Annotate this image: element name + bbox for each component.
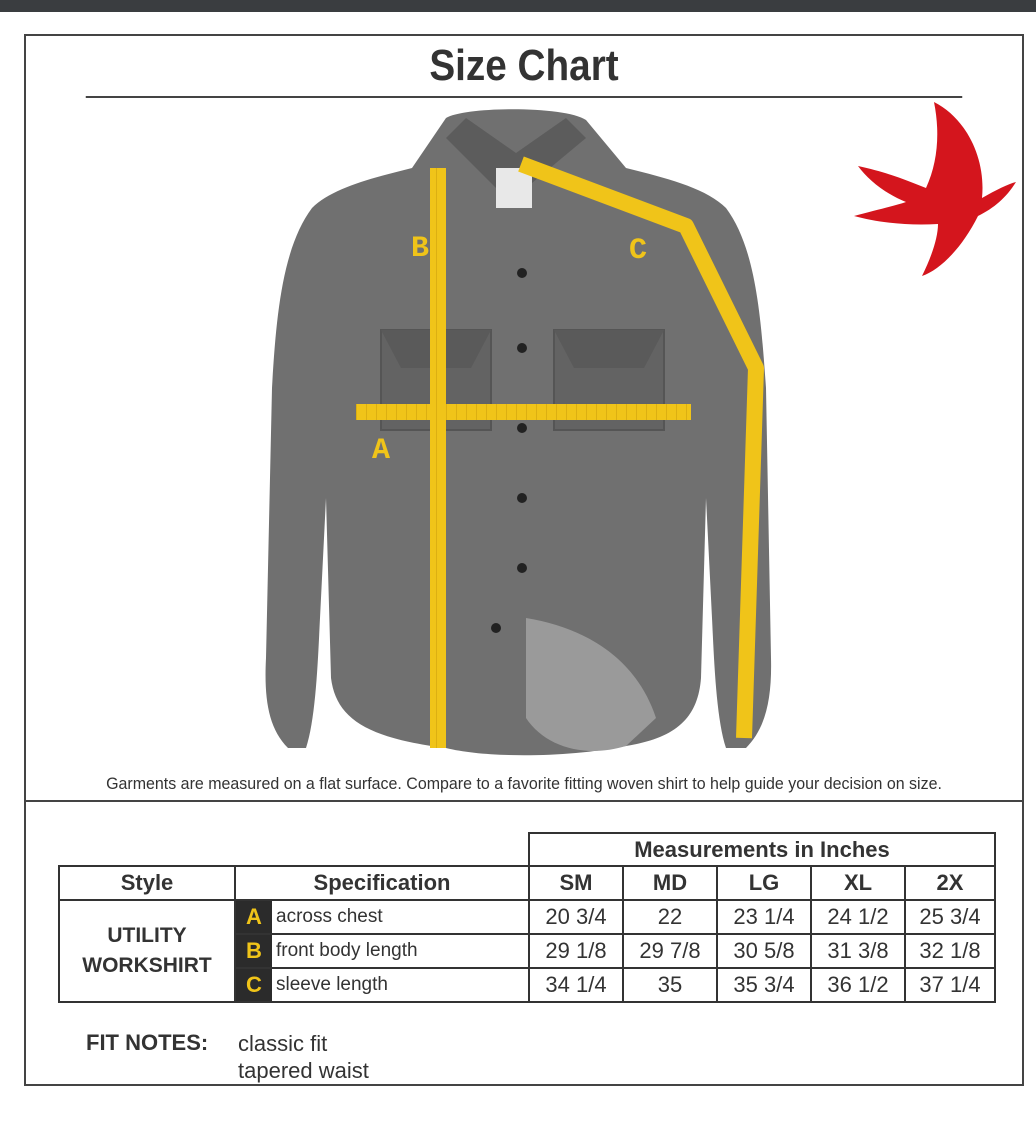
col-style: Style xyxy=(59,866,235,900)
tape-a xyxy=(356,404,691,420)
value-cell: 24 1/2 xyxy=(811,900,905,934)
col-spec: Specification xyxy=(235,866,529,900)
label-b: B xyxy=(411,232,430,266)
spec-cell: C sleeve length xyxy=(235,968,529,1002)
size-table xyxy=(58,832,996,1003)
value-cell: 35 3/4 xyxy=(717,968,811,1002)
value-cell: 32 1/8 xyxy=(905,934,995,968)
bird-logo-icon xyxy=(854,102,1016,276)
shirt-diagram xyxy=(26,98,1022,798)
value-cell: 25 3/4 xyxy=(905,900,995,934)
value-cell: 35 xyxy=(623,968,717,1002)
col-size-lg: LG xyxy=(717,866,811,900)
tape-b xyxy=(430,168,446,748)
col-size-xl: XL xyxy=(811,866,905,900)
label-a: A xyxy=(372,434,391,468)
spec-letter: B xyxy=(236,935,272,967)
value-cell: 37 1/4 xyxy=(905,968,995,1002)
spec-cell: B front body length xyxy=(235,934,529,968)
diagram-area xyxy=(26,98,1022,798)
fit-note-item: tapered waist xyxy=(238,1058,369,1083)
page-title: Size Chart xyxy=(86,36,962,98)
spec-letter: C xyxy=(236,969,272,1001)
value-cell: 36 1/2 xyxy=(811,968,905,1002)
value-cell: 20 3/4 xyxy=(529,900,623,934)
caption: Garments are measured on a flat surface. Compare to a favorite fitting woven shirt to help guide your decision on size. xyxy=(106,774,942,793)
fit-notes-label: FIT NOTES: xyxy=(86,1030,209,1055)
size-chart-frame xyxy=(24,34,1024,1086)
col-size-2x: 2X xyxy=(905,866,995,900)
col-size-md: MD xyxy=(623,866,717,900)
spec-cell: A across chest xyxy=(235,900,529,934)
table-row xyxy=(59,900,995,934)
style-name: UTILITY WORKSHIRT xyxy=(59,900,235,1002)
value-cell: 34 1/4 xyxy=(529,968,623,1002)
value-cell: 29 1/8 xyxy=(529,934,623,968)
section-divider xyxy=(26,800,1022,802)
fit-notes xyxy=(238,1030,369,1084)
label-c: C xyxy=(629,234,648,268)
value-cell: 22 xyxy=(623,900,717,934)
col-size-sm: SM xyxy=(529,866,623,900)
top-bar xyxy=(0,0,1036,12)
value-cell: 30 5/8 xyxy=(717,934,811,968)
value-cell: 23 1/4 xyxy=(717,900,811,934)
measurements-header: Measurements in Inches xyxy=(529,833,995,866)
value-cell: 31 3/8 xyxy=(811,934,905,968)
spec-letter: A xyxy=(236,901,272,933)
fit-note-item: classic fit xyxy=(238,1031,328,1056)
value-cell: 29 7/8 xyxy=(623,934,717,968)
shirt-illustration xyxy=(266,109,772,755)
